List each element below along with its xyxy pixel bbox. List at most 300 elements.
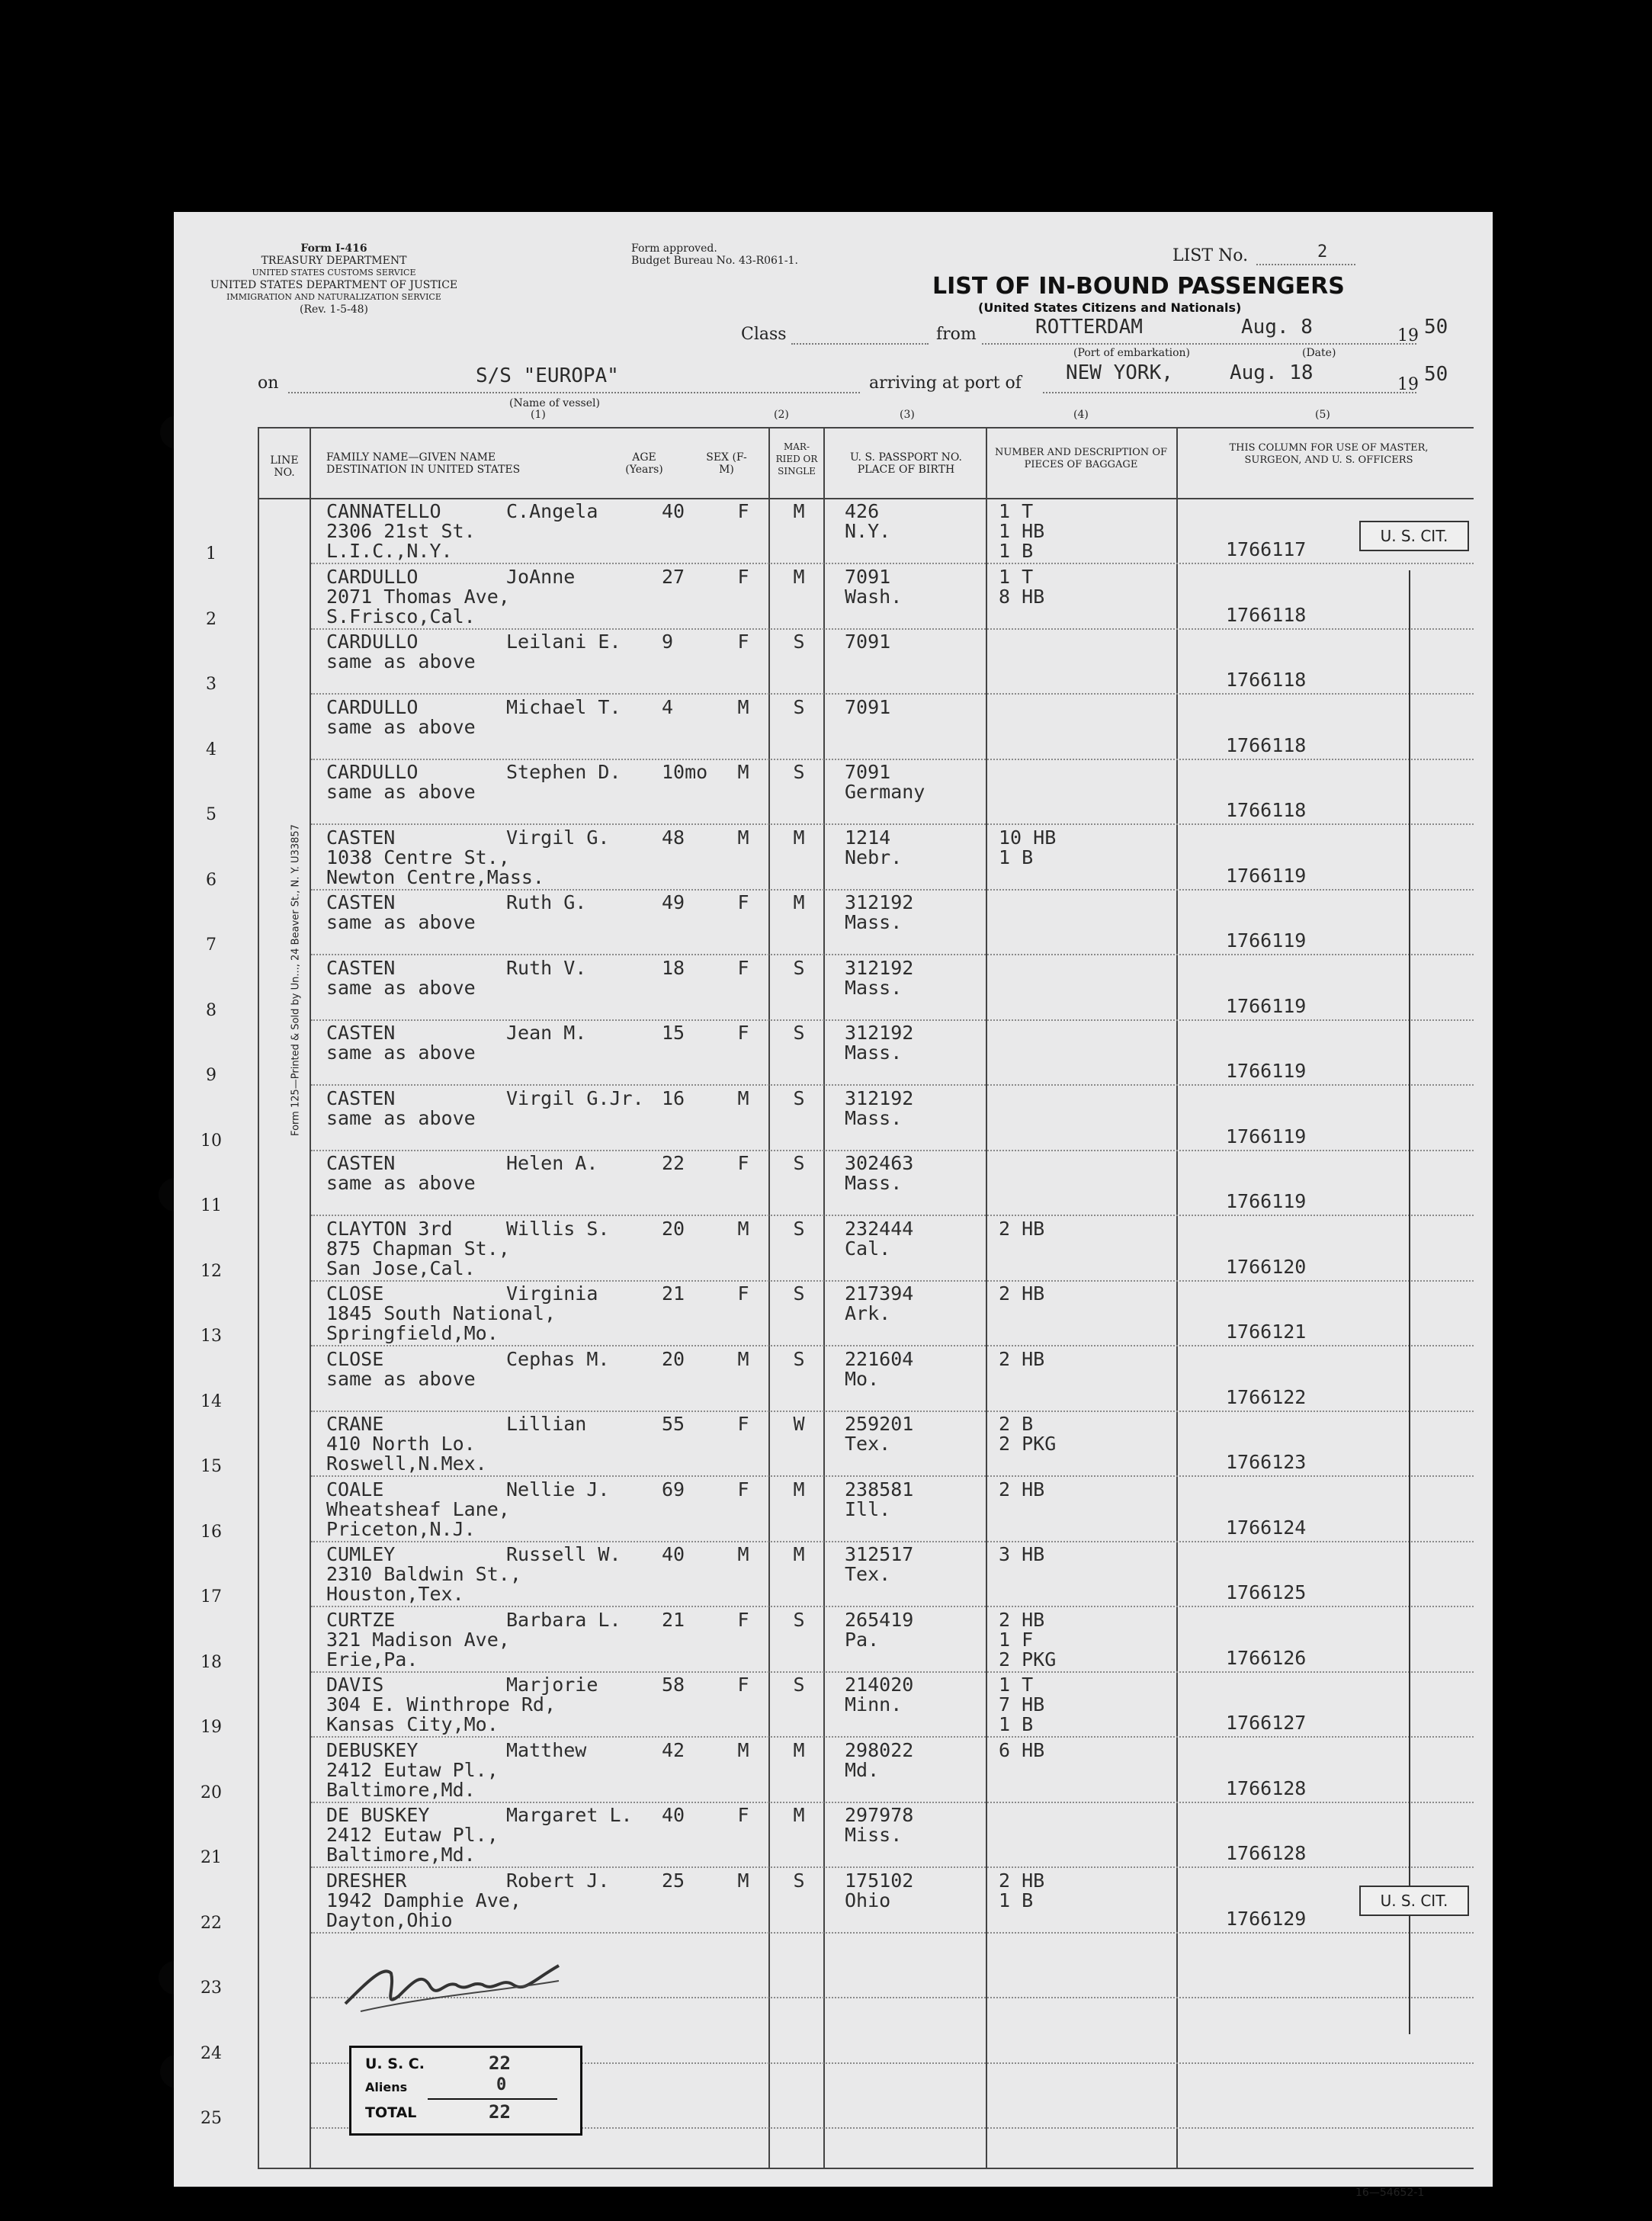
destination-city: Roswell,N.Mex. [326, 1452, 487, 1475]
destination-address: 1038 Centre St., [326, 846, 510, 868]
passport-number: 265419 [845, 1608, 914, 1631]
passenger-surname: CARDULLO [326, 695, 419, 718]
year-prefix-2: 19 [1397, 375, 1419, 394]
justice-department: UNITED STATES DEPARTMENT OF JUSTICE [210, 279, 458, 291]
passenger-given-name: Virgil G. [506, 826, 610, 849]
passenger-given-name: Willis S. [506, 1217, 610, 1240]
passenger-age: 48 [662, 826, 685, 849]
passenger-given-name: Marjorie [506, 1674, 598, 1696]
arrival-line [1043, 392, 1416, 393]
passenger-surname: DAVIS [326, 1674, 384, 1696]
destination-city: San Jose,Cal. [326, 1257, 476, 1279]
destination-address: Wheatsheaf Lane, [326, 1497, 510, 1520]
baggage-item: 8 HB [999, 585, 1045, 608]
destination-address: same as above [326, 715, 476, 738]
passport-number: 7091 [845, 631, 891, 653]
baggage-item: 2 HB [999, 1478, 1045, 1500]
destination-address: same as above [326, 781, 476, 803]
row-rule [311, 1541, 1474, 1542]
baggage-item: 1 T [999, 1674, 1034, 1696]
line-number: 14 [200, 1391, 222, 1411]
footer-code: 16—54652-1 [1355, 2187, 1425, 2199]
passport-number: 214020 [845, 1674, 914, 1696]
officer-number: 1766119 [1226, 994, 1307, 1017]
table-row [174, 1870, 1493, 1934]
destination-address: 304 E. Winthrope Rd, [326, 1693, 557, 1715]
passenger-age: 40 [662, 500, 685, 522]
line-number: 20 [200, 1783, 222, 1802]
officer-number: 1766123 [1226, 1451, 1307, 1473]
form-number: Form I-416 [300, 242, 367, 255]
date-caption: (Date) [1302, 347, 1336, 359]
passenger-given-name: Ruth V. [506, 956, 587, 979]
officer-number: 1766124 [1226, 1516, 1307, 1539]
officer-number: 1766128 [1226, 1776, 1307, 1799]
passenger-given-name: Jean M. [506, 1022, 587, 1044]
table-row [174, 1282, 1493, 1346]
officer-bracket-line [1409, 570, 1410, 2034]
line-number: 13 [200, 1327, 222, 1346]
row-rule [311, 1671, 1474, 1673]
passenger-sex: M [737, 1217, 749, 1240]
passenger-marital-status: S [793, 1674, 805, 1696]
row-rule [311, 759, 1474, 760]
arrival-port: NEW YORK, [1066, 361, 1173, 384]
baggage-item: 1 T [999, 565, 1034, 588]
passenger-surname: CASTEN [326, 956, 396, 979]
line-number: 19 [200, 1718, 222, 1737]
passport-number: 312517 [845, 1543, 914, 1565]
officer-number: 1766120 [1226, 1255, 1307, 1278]
passenger-age: 21 [662, 1608, 685, 1631]
passenger-age: 15 [662, 1022, 685, 1044]
passport-number: 175102 [845, 1869, 914, 1892]
row-rule [311, 1932, 1474, 1934]
from-line [982, 343, 1416, 345]
baggage-item: 2 B [999, 1413, 1034, 1435]
baggage-item: 2 HB [999, 1347, 1045, 1370]
col-num-3: (3) [900, 409, 915, 421]
us-citizen-stamp: U. S. CIT. [1359, 1886, 1469, 1916]
row-rule [311, 1084, 1474, 1086]
class-label: Class [741, 325, 787, 344]
line-number: 25 [200, 2109, 222, 2128]
table-row [174, 1804, 1493, 1868]
line-number: 3 [206, 675, 217, 694]
line-number: 12 [200, 1261, 222, 1281]
passenger-marital-status: S [793, 1608, 805, 1631]
passenger-sex: M [737, 1543, 749, 1565]
passport-number: 302463 [845, 1152, 914, 1174]
officer-number: 1766118 [1226, 603, 1307, 626]
passenger-marital-status: M [793, 500, 805, 522]
table-row [174, 1152, 1493, 1216]
col-header-baggage: NUMBER AND DESCRIPTION OF PIECES OF BAGGAGE [994, 447, 1167, 470]
passport-number: 238581 [845, 1478, 914, 1500]
passenger-given-name: Robert J. [506, 1869, 610, 1892]
passport-number: 7091 [845, 761, 891, 783]
passenger-age: 42 [662, 1738, 685, 1761]
destination-city: L.I.C.,N.Y. [326, 540, 453, 562]
line-number: 4 [206, 740, 217, 759]
table-row [174, 1413, 1493, 1477]
row-rule [311, 1802, 1474, 1803]
officer-number: 1766117 [1226, 538, 1307, 560]
destination-address: 2071 Thomas Ave, [326, 585, 510, 608]
destination-address: 1942 Damphie Ave, [326, 1889, 521, 1911]
destination-city: Baltimore,Md. [326, 1778, 476, 1801]
place-of-birth: Cal. [845, 1237, 891, 1260]
passenger-surname: CASTEN [326, 826, 396, 849]
year-prefix: 19 [1397, 326, 1419, 345]
usc-label: U. S. C. [365, 2056, 425, 2072]
destination-city: Houston,Tex. [326, 1583, 464, 1605]
arrival-date: Aug. 18 [1230, 361, 1314, 384]
agency-block [204, 242, 464, 316]
place-of-birth: Pa. [845, 1628, 880, 1651]
place-of-birth: Mass. [845, 1041, 903, 1064]
passenger-given-name: Michael T. [506, 695, 621, 718]
passenger-surname: CLOSE [326, 1282, 384, 1305]
line-number: 15 [200, 1457, 222, 1476]
side-printer-text: Form 125—Printed & Sold by Un..., 24 Beaver St., N. Y. U33857 [290, 824, 302, 1136]
passenger-sex: M [737, 826, 749, 849]
baggage-item: 1 HB [999, 520, 1045, 542]
place-of-birth: N.Y. [845, 520, 891, 542]
baggage-item: 7 HB [999, 1693, 1045, 1715]
passenger-sex: F [737, 1478, 749, 1500]
table-row [174, 891, 1493, 955]
passenger-surname: CURTZE [326, 1608, 396, 1631]
table-bottom-rule [258, 2168, 1474, 2169]
passenger-given-name: Matthew [506, 1738, 587, 1761]
passport-number: 232444 [845, 1217, 914, 1240]
passenger-age: 21 [662, 1282, 685, 1305]
passenger-sex: M [737, 1738, 749, 1761]
destination-address: same as above [326, 911, 476, 933]
place-of-birth: Md. [845, 1758, 880, 1781]
baggage-item: 1 B [999, 540, 1034, 562]
baggage-item: 1 F [999, 1628, 1034, 1651]
passenger-age: 49 [662, 891, 685, 913]
baggage-item: 1 B [999, 1713, 1034, 1735]
line-number: 7 [206, 936, 217, 955]
place-of-birth: Ill. [845, 1497, 891, 1520]
table-header-rule [258, 498, 1474, 499]
passenger-sex: F [737, 1674, 749, 1696]
passenger-marital-status: M [793, 1804, 805, 1826]
page-subtitle: (United States Citizens and Nationals) [978, 300, 1242, 315]
passenger-age: 22 [662, 1152, 685, 1174]
passenger-age: 9 [662, 631, 674, 653]
baggage-item: 2 HB [999, 1869, 1045, 1892]
passenger-marital-status: M [793, 1543, 805, 1565]
arrival-year: 50 [1424, 363, 1448, 386]
list-number-value: 2 [1317, 242, 1328, 262]
passenger-given-name: Margaret L. [506, 1804, 633, 1826]
passport-number: 312192 [845, 891, 914, 913]
passport-number: 7091 [845, 695, 891, 718]
place-of-birth: Mass. [845, 1172, 903, 1194]
port-embarkation-caption: (Port of embarkation) [1073, 347, 1190, 359]
place-of-birth: Mo. [845, 1367, 880, 1390]
col-header-sex: SEX (F-M) [706, 451, 747, 476]
line-number: 23 [200, 1979, 222, 1998]
from-label: from [936, 325, 977, 344]
passenger-sex: F [737, 1413, 749, 1435]
table-row [174, 1543, 1493, 1607]
passport-number: 217394 [845, 1282, 914, 1305]
passenger-marital-status: M [793, 1478, 805, 1500]
col-header-married: MAR-RIED OR SINGLE [775, 441, 818, 477]
passport-number: 312192 [845, 1086, 914, 1109]
passenger-given-name: Virgil G.Jr. [506, 1086, 644, 1109]
baggage-item: 2 PKG [999, 1433, 1057, 1455]
line-number: 6 [206, 870, 217, 890]
officer-number: 1766118 [1226, 669, 1307, 691]
table-row [174, 957, 1493, 1021]
passenger-age: 58 [662, 1674, 685, 1696]
passenger-surname: DE BUSKEY [326, 1804, 430, 1826]
line-number: 1 [206, 544, 217, 563]
passenger-surname: COALE [326, 1478, 384, 1500]
passenger-sex: F [737, 1022, 749, 1044]
line-number: 17 [200, 1587, 222, 1606]
passport-number: 426 [845, 500, 880, 522]
passenger-marital-status: M [793, 565, 805, 588]
table-row [174, 1218, 1493, 1282]
destination-address: same as above [326, 1041, 476, 1064]
line-number: 2 [206, 609, 217, 629]
place-of-birth: Ohio [845, 1889, 891, 1911]
passenger-marital-status: M [793, 891, 805, 913]
line-number: 8 [206, 1000, 217, 1020]
row-rule [311, 1866, 1474, 1868]
passenger-marital-status: M [793, 826, 805, 849]
table-row [174, 566, 1493, 630]
passenger-given-name: Lillian [506, 1413, 587, 1435]
passenger-marital-status: S [793, 1022, 805, 1044]
row-rule [311, 823, 1474, 825]
line-number: 24 [200, 2043, 222, 2063]
passenger-given-name: Stephen D. [506, 761, 621, 783]
destination-address: same as above [326, 650, 476, 672]
list-number-label: LIST No. [1172, 246, 1249, 265]
passenger-surname: CLAYTON 3rd [326, 1217, 453, 1240]
approval-block [631, 242, 798, 267]
passport-number: 312192 [845, 956, 914, 979]
passenger-sex: F [737, 1804, 749, 1826]
passenger-sex: F [737, 1282, 749, 1305]
passenger-sex: M [737, 1869, 749, 1892]
passenger-surname: CASTEN [326, 1022, 396, 1044]
destination-address: 410 North Lo. [326, 1433, 476, 1455]
passenger-sex: M [737, 1347, 749, 1370]
destination-address: 1845 South National, [326, 1302, 557, 1324]
line-number: 10 [200, 1131, 222, 1151]
row-rule [311, 1475, 1474, 1477]
passenger-surname: CRANE [326, 1413, 384, 1435]
destination-city: Newton Centre,Mass. [326, 865, 544, 888]
officer-number: 1766121 [1226, 1321, 1307, 1343]
arriving-label: arriving at port of [869, 374, 1022, 393]
us-citizen-stamp: U. S. CIT. [1359, 521, 1469, 551]
place-of-birth: Nebr. [845, 846, 903, 868]
officer-number: 1766129 [1226, 1907, 1307, 1930]
line-number: 11 [200, 1196, 222, 1215]
passenger-surname: CARDULLO [326, 631, 419, 653]
place-of-birth: Ark. [845, 1302, 891, 1324]
baggage-item: 3 HB [999, 1543, 1045, 1565]
passenger-surname: CARDULLO [326, 761, 419, 783]
passenger-given-name: Nellie J. [506, 1478, 610, 1500]
destination-address: same as above [326, 1172, 476, 1194]
ins: IMMIGRATION AND NATURALIZATION SERVICE [226, 292, 441, 302]
line-number: 18 [200, 1652, 222, 1672]
passenger-age: 18 [662, 956, 685, 979]
row-rule [311, 889, 1474, 891]
embarkation-date: Aug. 8 [1241, 316, 1313, 339]
place-of-birth: Tex. [845, 1563, 891, 1585]
totals-rule [428, 2098, 557, 2100]
passenger-given-name: Russell W. [506, 1543, 621, 1565]
destination-address: 2412 Eutaw Pl., [326, 1758, 499, 1781]
budget-bureau: Budget Bureau No. 43-R061-1. [631, 255, 798, 267]
col-header-officers: THIS COLUMN FOR USE OF MASTER, SURGEON, AND U. S. OFFICERS [1229, 442, 1429, 466]
passenger-marital-status: S [793, 1086, 805, 1109]
col-num-5: (5) [1315, 409, 1330, 421]
baggage-item: 6 HB [999, 1738, 1045, 1761]
passenger-age: 40 [662, 1804, 685, 1826]
totals-box [349, 2046, 582, 2136]
destination-city: Springfield,Mo. [326, 1322, 499, 1344]
embarkation-year: 50 [1424, 316, 1448, 339]
place-of-birth: Mass. [845, 976, 903, 999]
customs-service: UNITED STATES CUSTOMS SERVICE [252, 268, 416, 278]
passenger-given-name: JoAnne [506, 565, 576, 588]
place-of-birth: Minn. [845, 1693, 903, 1715]
revision-date: (Rev. 1-5-48) [300, 303, 368, 316]
passenger-sex: F [737, 1152, 749, 1174]
line-number: 22 [200, 1913, 222, 1933]
passenger-manifest-sheet [174, 212, 1493, 2199]
destination-address: same as above [326, 1106, 476, 1129]
line-number: 5 [206, 805, 217, 824]
vessel-caption: (Name of vessel) [509, 397, 600, 409]
baggage-item: 2 HB [999, 1282, 1045, 1305]
destination-city: Priceton,N.J. [326, 1517, 476, 1540]
passenger-surname: CANNATELLO [326, 500, 441, 522]
destination-city: Kansas City,Mo. [326, 1713, 499, 1735]
passenger-surname: CASTEN [326, 1152, 396, 1174]
passenger-marital-status: S [793, 956, 805, 979]
destination-address: same as above [326, 976, 476, 999]
passenger-marital-status: M [793, 1738, 805, 1761]
destination-city: Baltimore,Md. [326, 1844, 476, 1866]
passenger-marital-status: S [793, 1869, 805, 1892]
port-of-embarkation: ROTTERDAM [1035, 316, 1143, 339]
aliens-value: 0 [496, 2075, 507, 2094]
destination-city: Erie,Pa. [326, 1648, 419, 1671]
usc-value: 22 [489, 2052, 511, 2074]
officer-number: 1766118 [1226, 733, 1307, 756]
baggage-item: 2 HB [999, 1217, 1045, 1240]
passenger-age: 10mo [662, 761, 708, 783]
passenger-marital-status: S [793, 1217, 805, 1240]
passport-number: 297978 [845, 1804, 914, 1826]
officer-number: 1766122 [1226, 1385, 1307, 1408]
passenger-surname: CARDULLO [326, 565, 419, 588]
passenger-surname: CUMLEY [326, 1543, 396, 1565]
col-num-1: (1) [531, 409, 546, 421]
col-header-destination: DESTINATION IN UNITED STATES [326, 464, 521, 476]
passenger-age: 25 [662, 1869, 685, 1892]
passport-number: 1214 [845, 826, 891, 849]
passenger-marital-status: S [793, 1282, 805, 1305]
passenger-sex: M [737, 1086, 749, 1109]
passenger-given-name: Helen A. [506, 1152, 598, 1174]
table-row [174, 1609, 1493, 1673]
table-row [174, 500, 1493, 564]
place-of-birth: Mass. [845, 911, 903, 933]
passenger-marital-status: S [793, 631, 805, 653]
officer-number: 1766119 [1226, 929, 1307, 952]
place-of-birth: Miss. [845, 1824, 903, 1846]
passenger-surname: CASTEN [326, 1086, 396, 1109]
passenger-sex: F [737, 565, 749, 588]
table-row [174, 761, 1493, 825]
row-rule [311, 1345, 1474, 1346]
passenger-given-name: Virginia [506, 1282, 598, 1305]
page-title: LIST OF IN-BOUND PASSENGERS [932, 273, 1345, 300]
destination-address: same as above [326, 1367, 476, 1390]
passport-number: 259201 [845, 1413, 914, 1435]
officer-number: 1766119 [1226, 864, 1307, 887]
passenger-given-name: Leilani E. [506, 631, 621, 653]
passport-number: 221604 [845, 1347, 914, 1370]
passport-number: 7091 [845, 565, 891, 588]
table-row [174, 826, 1493, 891]
passenger-age: 69 [662, 1478, 685, 1500]
destination-address: 2306 21st St. [326, 520, 476, 542]
passenger-marital-status: S [793, 1152, 805, 1174]
row-rule [311, 1019, 1474, 1021]
officer-number: 1766126 [1226, 1646, 1307, 1669]
passenger-surname: DEBUSKEY [326, 1738, 419, 1761]
passenger-given-name: Ruth G. [506, 891, 587, 913]
row-rule [311, 1150, 1474, 1151]
line-number: 16 [200, 1522, 222, 1542]
baggage-item: 1 T [999, 500, 1034, 522]
passenger-marital-status: S [793, 695, 805, 718]
col-header-passport: U. S. PASSPORT NO. PLACE OF BIRTH [850, 451, 962, 476]
passenger-age: 20 [662, 1347, 685, 1370]
row-rule [311, 693, 1474, 695]
destination-address: 2310 Baldwin St., [326, 1563, 521, 1585]
vessel-name: S/S "EUROPA" [476, 364, 619, 387]
treasury-department: TREASURY DEPARTMENT [261, 255, 407, 267]
total-label: TOTAL [365, 2104, 417, 2121]
row-rule [311, 1606, 1474, 1607]
passenger-sex: F [737, 500, 749, 522]
table-row [174, 1674, 1493, 1738]
passenger-age: 20 [662, 1217, 685, 1240]
passenger-marital-status: S [793, 1347, 805, 1370]
row-rule [311, 954, 1474, 955]
officer-number: 1766125 [1226, 1581, 1307, 1603]
passenger-surname: CLOSE [326, 1347, 384, 1370]
list-number-line [1256, 264, 1355, 265]
